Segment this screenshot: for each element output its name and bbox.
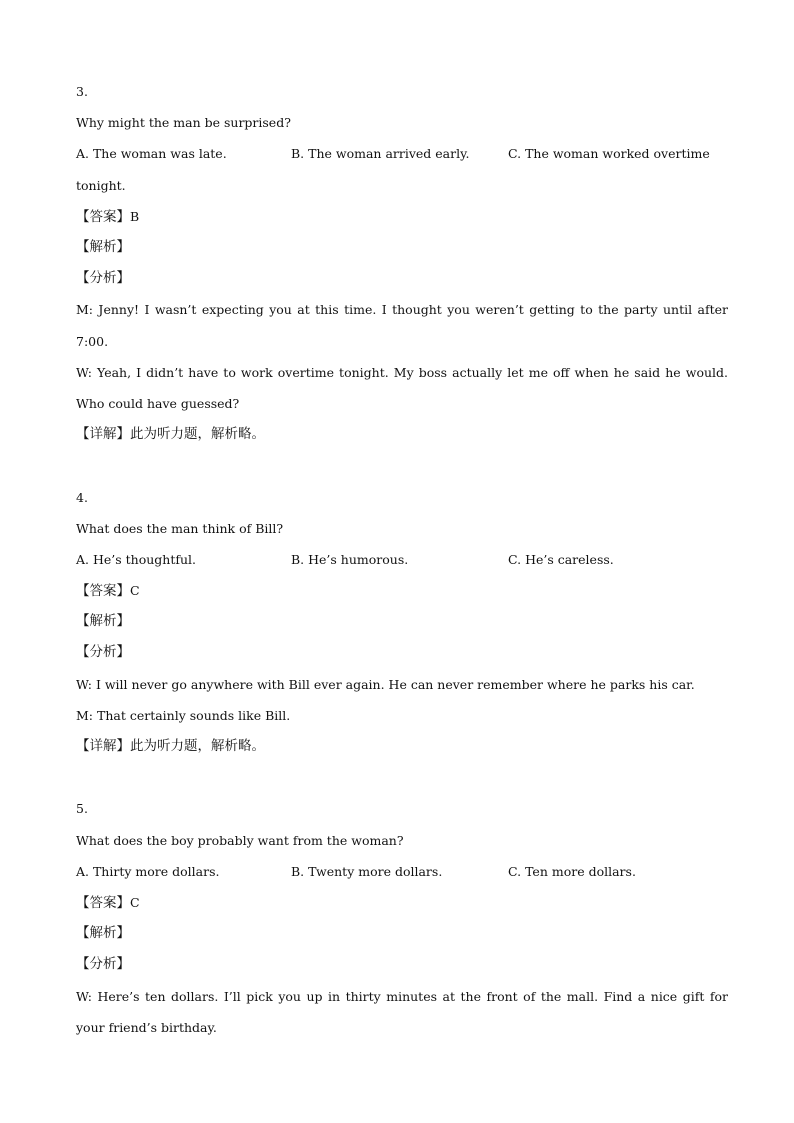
analysis-label: 【解析】 bbox=[76, 925, 130, 942]
fenxi-label: 【分析】 bbox=[76, 270, 130, 287]
answer-row bbox=[76, 201, 728, 232]
question-number: 3. bbox=[76, 84, 88, 99]
answer-row bbox=[76, 887, 728, 918]
options-row bbox=[76, 856, 728, 887]
options-row bbox=[76, 544, 728, 575]
question-number: 5. bbox=[76, 801, 88, 817]
dialog-line: M: That certainly sounds like Bill. bbox=[76, 707, 291, 723]
option-c: C. He’s careless. bbox=[508, 551, 614, 567]
option-b: B. The woman arrived early. bbox=[291, 146, 470, 162]
document-page bbox=[76, 76, 728, 1043]
analysis-label: 【解析】 bbox=[76, 613, 130, 630]
analysis-label: 【解析】 bbox=[76, 238, 130, 255]
option-wrap: tonight. bbox=[76, 177, 126, 193]
options-row bbox=[76, 138, 728, 169]
option-b: B. He’s humorous. bbox=[291, 551, 409, 567]
answer-value: B bbox=[130, 208, 140, 224]
question-text: What does the man think of Bill? bbox=[76, 520, 284, 536]
fenxi-label: 【分析】 bbox=[76, 956, 130, 973]
answer-value: C bbox=[130, 894, 140, 910]
detail-text: 【详解】此为听力题，解析略。 bbox=[76, 426, 265, 443]
answer-value: C bbox=[130, 583, 140, 599]
dialog-line: W: Here’s ten dollars. I’ll pick you up in thirty minutes at the front of the mall. Find a nice gift for your friend’s birthday. bbox=[76, 988, 728, 1035]
dialog-line: W: Yeah, I didn’t have to work overtime tonight. My boss actually let me off when he said he would. Who could have guessed? bbox=[76, 364, 728, 411]
dialog-line: W: I will never go anywhere with Bill ever again. He can never remember where he parks his car. bbox=[76, 676, 695, 692]
option-a: A. The woman was late. bbox=[76, 146, 227, 162]
spacer bbox=[76, 762, 728, 793]
answer-label: 【答案】 bbox=[76, 583, 130, 600]
dialog-line: M: Jenny! I wasn’t expecting you at this time. I thought you weren’t getting to the party until after 7:00. bbox=[76, 302, 728, 349]
spacer bbox=[76, 450, 728, 481]
answer-row bbox=[76, 575, 728, 606]
question-text: Why might the man be surprised? bbox=[76, 115, 291, 131]
fenxi-label: 【分析】 bbox=[76, 644, 130, 661]
option-c: C. Ten more dollars. bbox=[508, 863, 636, 879]
option-a: A. He’s thoughtful. bbox=[76, 551, 197, 567]
option-a: A. Thirty more dollars. bbox=[76, 863, 220, 879]
detail-text: 【详解】此为听力题，解析略。 bbox=[76, 738, 265, 755]
option-c: C. The woman worked overtime bbox=[508, 146, 710, 162]
question-text: What does the boy probably want from the woman? bbox=[76, 832, 404, 848]
answer-label: 【答案】 bbox=[76, 894, 130, 911]
option-b: B. Twenty more dollars. bbox=[291, 863, 443, 879]
question-number: 4. bbox=[76, 489, 88, 505]
answer-label: 【答案】 bbox=[76, 208, 130, 225]
